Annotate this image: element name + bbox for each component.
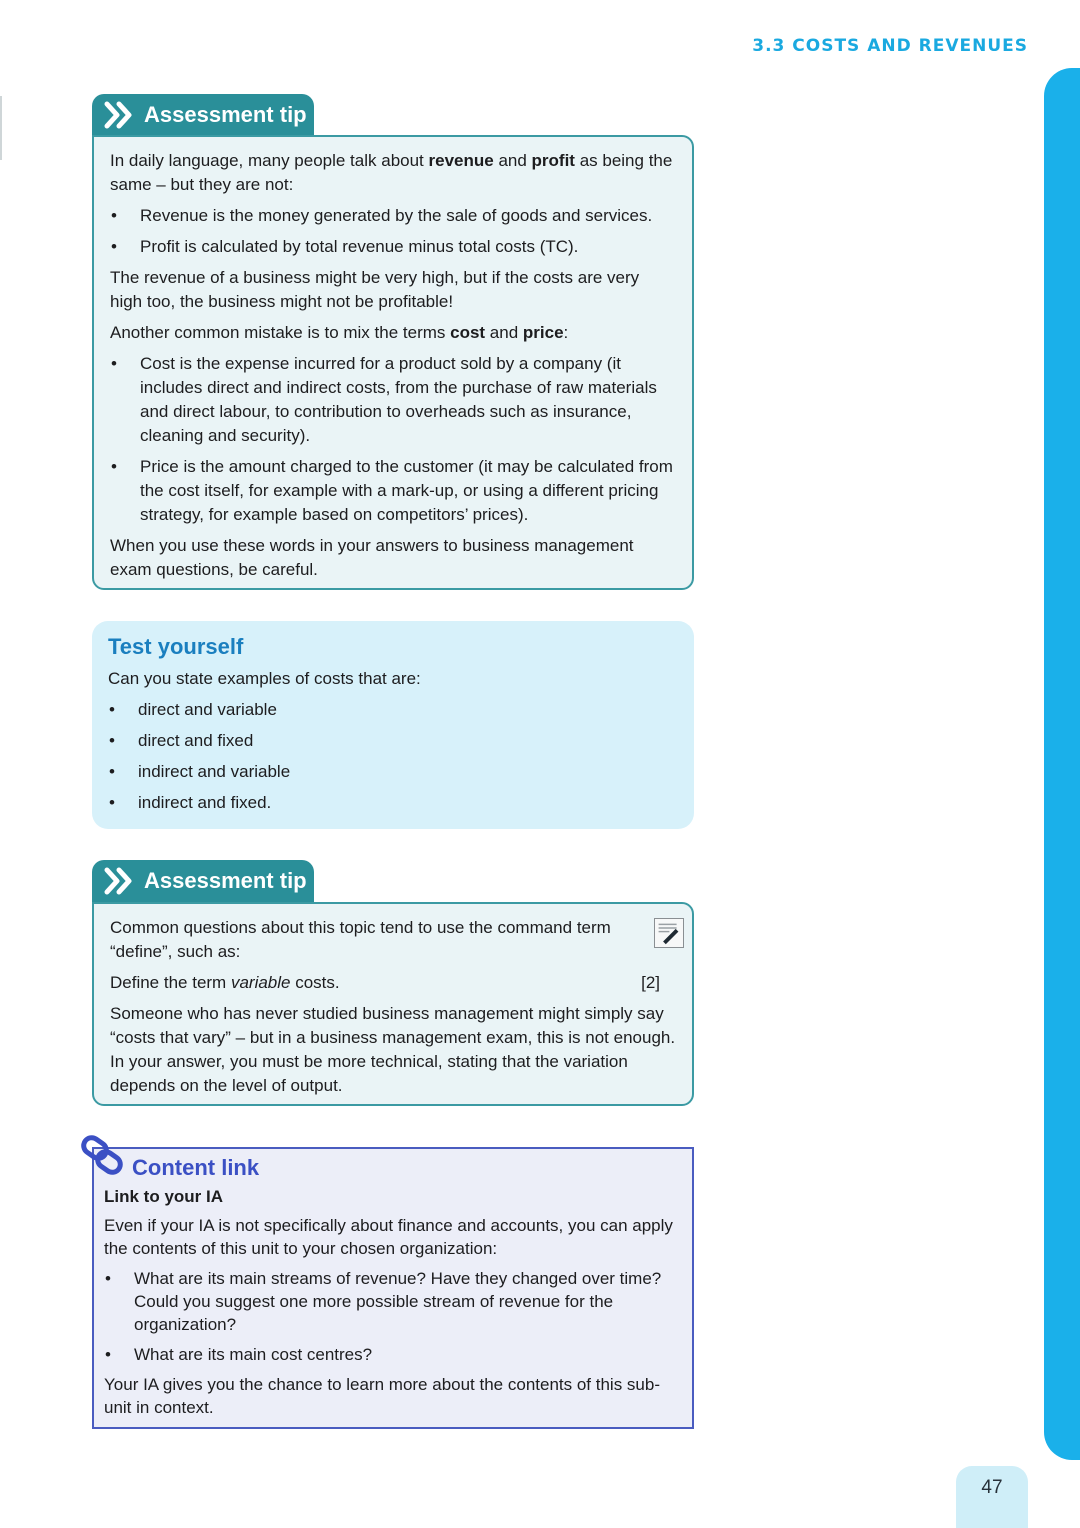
- test-intro: Can you state examples of costs that are:: [108, 669, 421, 688]
- assessment-tip-box-2: [92, 902, 694, 1106]
- double-chevron-right-icon: [104, 867, 138, 895]
- content-link-box: [92, 1147, 694, 1429]
- text-run: as being the same – but they are not:: [110, 151, 673, 194]
- pencil-edit-icon: [654, 918, 684, 948]
- list-item: • Revenue is the money generated by the sale of goods and services.: [110, 204, 676, 228]
- content-link-subtitle: Link to your IA: [104, 1187, 223, 1206]
- text-run: and: [485, 323, 523, 342]
- text-run: :: [563, 323, 569, 342]
- test-yourself-box: [92, 621, 694, 829]
- side-color-bar: [1044, 68, 1080, 1460]
- assessment-tip-tab-1: [92, 94, 314, 136]
- assessment-tip-tab-2: [92, 860, 314, 902]
- tip-paragraph: Common questions about this topic tend to use the command term “define”, such as:: [110, 918, 611, 961]
- text-run: Define the term: [110, 973, 231, 992]
- tip-paragraph: Someone who has never studied business management might simply say “costs that vary” – but in a business management exam, this is not enough. In your answer, you must be more technical, stating that the variation depends on the level of output.: [110, 1004, 676, 1095]
- list-item: • Cost is the expense incurred for a product sold by a company (it includes direct and indirect costs, from the purchase of raw materials and direct labour, to contribution to overheads such as insurance, cleaning and security).: [110, 352, 676, 448]
- tip-paragraph: [110, 321, 676, 345]
- bullet-list: [110, 204, 676, 259]
- link-paragraph: Even if your IA is not specifically about finance and accounts, you can apply the contents of this unit to your chosen organization:: [104, 1216, 673, 1258]
- text-run: costs.: [290, 973, 340, 992]
- list-item: • direct and variable: [108, 698, 678, 722]
- bullet-list: [108, 698, 678, 815]
- list-item: • indirect and fixed.: [108, 791, 678, 815]
- marks-label: [2]: [641, 973, 660, 992]
- bullet-list: [110, 352, 676, 527]
- page-number: 47: [956, 1466, 1028, 1528]
- keyword-profit: profit: [531, 151, 575, 170]
- tip-paragraph: [110, 149, 676, 197]
- bullet-list: [104, 1267, 682, 1366]
- keyword-price: price: [522, 323, 564, 342]
- double-chevron-right-icon: [104, 101, 138, 129]
- text-run: and: [493, 151, 532, 170]
- text-run: Another common mistake is to mix the terms: [110, 323, 451, 342]
- left-edge-mark: [0, 96, 2, 160]
- running-header: 3.3 COSTS AND REVENUES: [752, 36, 1028, 56]
- content-link-title: Content link: [132, 1155, 260, 1180]
- list-item: • indirect and variable: [108, 760, 678, 784]
- assessment-tip-title: Assessment tip: [144, 868, 307, 893]
- keyword-variable: variable: [230, 973, 291, 992]
- list-item: • What are its main cost centres?: [104, 1343, 682, 1366]
- list-item: • direct and fixed: [108, 729, 678, 753]
- list-item: • What are its main streams of revenue? Have they changed over time? Could you suggest one more possible stream of revenue for the organization?: [104, 1267, 682, 1336]
- assessment-tip-box-1: [92, 135, 694, 590]
- text-run: In daily language, many people talk about: [110, 151, 429, 170]
- tip-paragraph: When you use these words in your answers to business management exam questions, be careful.: [110, 536, 634, 579]
- keyword-revenue: revenue: [428, 151, 494, 170]
- exam-question: [110, 971, 676, 995]
- keyword-cost: cost: [450, 323, 486, 342]
- list-item: • Price is the amount charged to the customer (it may be calculated from the cost itself, for example with a mark-up, or using a different pricing strategy, for example based on competitors’ prices).: [110, 455, 676, 527]
- chain-link-icon: [80, 1134, 128, 1180]
- link-paragraph: Your IA gives you the chance to learn more about the contents of this sub-unit in context.: [104, 1375, 660, 1417]
- list-item: • Profit is calculated by total revenue minus total costs (TC).: [110, 235, 676, 259]
- assessment-tip-title: Assessment tip: [144, 102, 307, 127]
- tip-paragraph: The revenue of a business might be very high, but if the costs are very high too, the business might not be profitable!: [110, 268, 640, 311]
- test-yourself-title: Test yourself: [108, 634, 244, 659]
